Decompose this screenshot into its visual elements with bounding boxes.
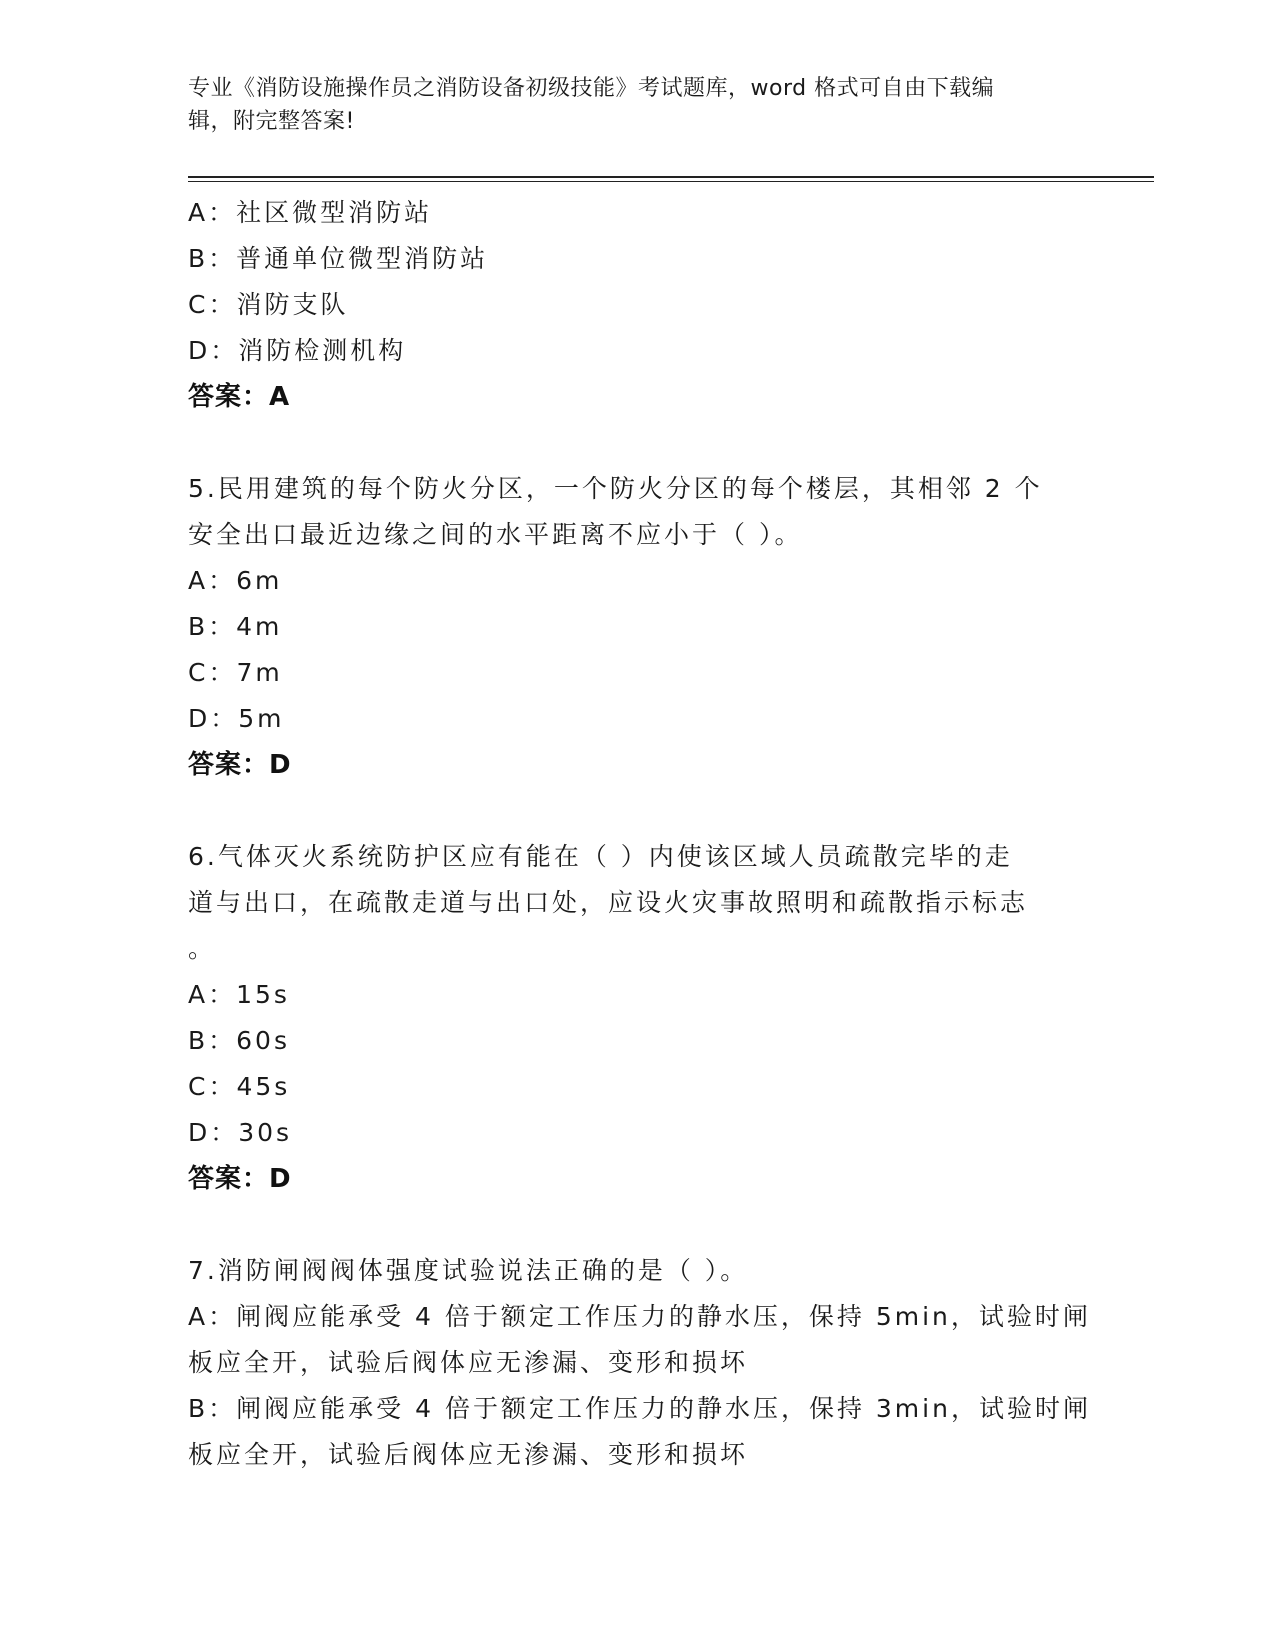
question-7 xyxy=(188,1248,1091,1478)
option-a: A：15s xyxy=(188,980,290,1009)
question-list xyxy=(188,190,1091,1478)
header-line-1: 专业《消防设施操作员之消防设备初级技能》考试题库，word 格式可自由下载编 xyxy=(188,76,995,101)
spacer xyxy=(188,788,1088,834)
header-divider-thin xyxy=(188,181,1154,182)
question-6 xyxy=(188,834,1088,1202)
header-line-2: 辑，附完整答案! xyxy=(188,109,355,134)
option-d: D：消防检测机构 xyxy=(188,336,407,365)
option-a-line-1: A：闸阀应能承受 4 倍于额定工作压力的静水压，保持 5min，试验时闸 xyxy=(188,1302,1091,1331)
option-c: C：45s xyxy=(188,1072,291,1101)
question-stem-line-1: 5.民用建筑的每个防火分区，一个防火分区的每个楼层，其相邻 2 个 xyxy=(188,474,1043,503)
option-c: C：消防支队 xyxy=(188,290,349,319)
header-divider-thick xyxy=(188,176,1154,178)
spacer xyxy=(188,420,1088,466)
option-b: B：4m xyxy=(188,612,283,641)
option-c: C：7m xyxy=(188,658,283,687)
option-a: A：社区微型消防站 xyxy=(188,198,433,227)
question-stem: 7.消防闸阀阀体强度试验说法正确的是（ ）。 xyxy=(188,1256,749,1285)
option-a-line-2: 板应全开，试验后阀体应无渗漏、变形和损坏 xyxy=(188,1348,749,1377)
question-5 xyxy=(188,466,1088,788)
question-stem-line-2: 道与出口，在疏散走道与出口处，应设火灾事故照明和疏散指示标志 xyxy=(188,888,1029,917)
option-d: D：30s xyxy=(188,1118,293,1147)
option-b-line-1: B：闸阀应能承受 4 倍于额定工作压力的静水压，保持 3min，试验时闸 xyxy=(188,1394,1091,1423)
answer: 答案：D xyxy=(188,1164,292,1194)
question-stem-line-2: 安全出口最近边缘之间的水平距离不应小于（ ）。 xyxy=(188,520,803,549)
option-b: B：60s xyxy=(188,1026,290,1055)
option-b: B：普通单位微型消防站 xyxy=(188,244,489,273)
document-header xyxy=(188,72,1068,138)
spacer xyxy=(188,1202,1088,1248)
option-b-line-2: 板应全开，试验后阀体应无渗漏、变形和损坏 xyxy=(188,1440,749,1469)
option-d: D：5m xyxy=(188,704,285,733)
question-stem-line-1: 6.气体灭火系统防护区应有能在（ ）内使该区域人员疏散完毕的走 xyxy=(188,842,1013,871)
question-stem-line-3: 。 xyxy=(188,934,217,963)
answer: 答案：A xyxy=(188,382,291,412)
option-a: A：6m xyxy=(188,566,283,595)
question-4 xyxy=(188,190,1088,420)
answer: 答案：D xyxy=(188,750,292,780)
